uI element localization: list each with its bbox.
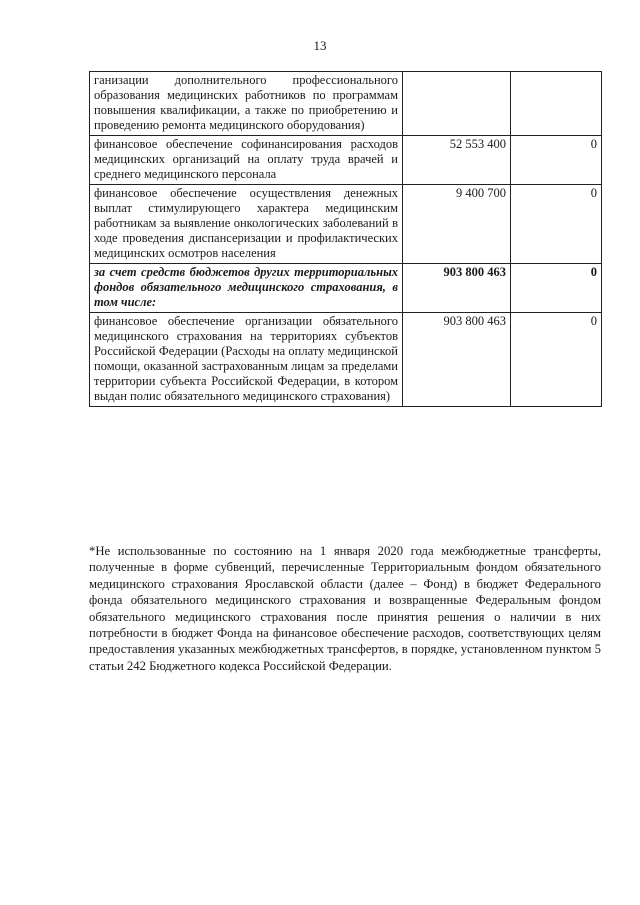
row-description: ганизации дополнительного профессионального образования медицинских работников по программам повышения квалификации, а также по приобретению и проведению ремонта медицинского оборудования) (90, 72, 403, 136)
table-row (90, 72, 602, 136)
row-amount: 903 800 463 (403, 313, 511, 407)
budget-table (89, 71, 602, 407)
row-description: финансовое обеспечение организации обязательного медицинского страхования на территориях субъектов Российской Федерации (Расходы на оплату медицинской помощи, оказанной застрахованным лицам за пределами территории субъекта Российской Федерации, в котором выдан полис обязательного медицинского страхования) (90, 313, 403, 407)
row-amount: 52 553 400 (403, 136, 511, 185)
row-balance (511, 72, 602, 136)
table-row (90, 313, 602, 407)
table-row (90, 136, 602, 185)
row-balance: 0 (511, 264, 602, 313)
row-description: финансовое обеспечение осуществления денежных выплат стимулирующего характера медицинским работникам за выявление онкологических заболеваний в ходе проведения диспансеризации и профилактических медицинских осмотров населения (90, 185, 403, 264)
footnote: *Не использованные по состоянию на 1 января 2020 года межбюджетные трансферты, полученные в форме субвенций, перечисленные Территориальным фондом обязательного медицинского страхования Ярославской области (далее – Фонд) в бюджет Федерального фонда обязательного медицинского страхования и возвращенные Федеральным фондом обязательного медицинского страхования после принятия решения о наличии в них потребности в бюджет Фонда на финансовое обеспечение расходов, соответствующих целям предоставления указанных межбюджетных трансфертов, в порядке, установленном пунктом 5 статьи 242 Бюджетного кодекса Российской Федерации. (89, 544, 601, 673)
row-balance: 0 (511, 136, 602, 185)
page-number: 13 (313, 38, 327, 53)
row-description: за счет средств бюджетов других территориальных фондов обязательного медицинского страхования, в том числе: (90, 264, 403, 313)
row-amount: 903 800 463 (403, 264, 511, 313)
row-balance: 0 (511, 313, 602, 407)
row-amount: 9 400 700 (403, 185, 511, 264)
table-row (90, 185, 602, 264)
row-description: финансовое обеспечение софинансирования расходов медицинских организаций на оплату труда врачей и среднего медицинского персонала (90, 136, 403, 185)
table-row-subtotal (90, 264, 602, 313)
row-balance: 0 (511, 185, 602, 264)
row-amount (403, 72, 511, 136)
